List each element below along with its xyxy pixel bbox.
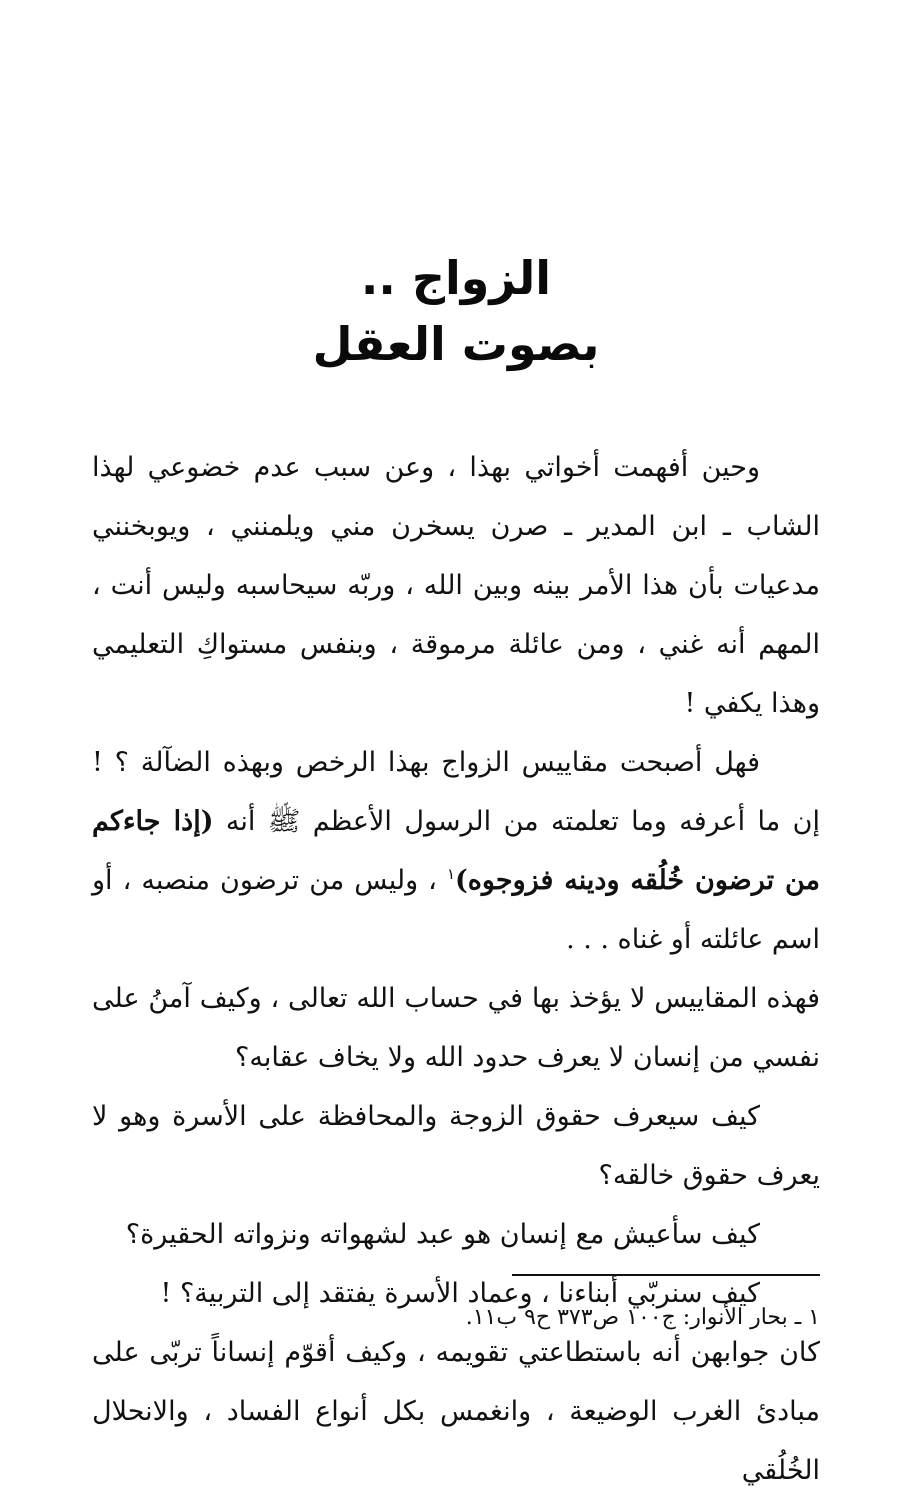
paragraph: كيف سنربّي أبناءنا ، وعماد الأسرة يفتقد إلى التربية؟ !: [160, 1278, 760, 1309]
paragraph: كان جوابهن أنه باستطاعتي تقويمه ، وكيف أقوّم إنساناً تربّى على مبادئ الغرب الوضيعة ، وانغمس بكل أنواع الفساد ، والانحلال الخُلُقي: [92, 1337, 820, 1486]
chapter-title: [0, 245, 912, 377]
chapter-title-line-2: بصوت العقل: [312, 317, 600, 371]
paragraph-text: ، وليس من ترضون منصبه ، أو اسم عائلته أو غناه . . .: [92, 865, 820, 955]
paragraph: كيف سأعيش مع إنسان هو عبد لشهواته ونزواته الحقيرة؟: [125, 1219, 760, 1250]
footnote: ١ ـ بحار الأنوار: ج١٠٠ ص٣٧٣ ح٩ ب١١.: [465, 1305, 820, 1330]
body-text: [92, 438, 820, 1500]
paragraph: وحين أفهمت أخواتي بهذا ، وعن سبب عدم خضوعي لهذا الشاب ـ ابن المدير ـ صرن يسخرن مني ويلمنني ، ويوبخنني مدعيات بأن هذا الأمر بينه وبين الله ، وربّه سيحاسبه وليس أنت ، المهم أنه غني ، ومن عائلة مرموقة ، وبنفس مستواكِ التعليمي وهذا يكفي !: [92, 452, 820, 719]
paragraph-text: فهل أصبحت مقاييس الزواج بهذا الرخص وبهذه الضآلة ؟ ! إن ما أعرفه وما تعلمته من الرسول الأعظم ﷺ أنه: [92, 747, 820, 837]
chapter-title-line-1: الزواج ..: [360, 251, 552, 305]
paragraph: كيف سيعرف حقوق الزوجة والمحافظة على الأسرة وهو لا يعرف حقوق خالقه؟: [92, 1101, 820, 1191]
paragraph-with-hadith: [92, 733, 820, 969]
paragraph: فهذه المقاييس لا يؤخذ بها في حساب الله تعالى ، وكيف آمنُ على نفسي من إنسان لا يعرف حدود الله ولا يخاف عقابه؟: [92, 983, 820, 1073]
hadith-quote: (إذا جاءكم من ترضون خُلُقه ودينه فزوجوه): [92, 806, 820, 896]
footnote-divider: [512, 1274, 820, 1276]
footnote-marker: ١: [446, 865, 456, 883]
